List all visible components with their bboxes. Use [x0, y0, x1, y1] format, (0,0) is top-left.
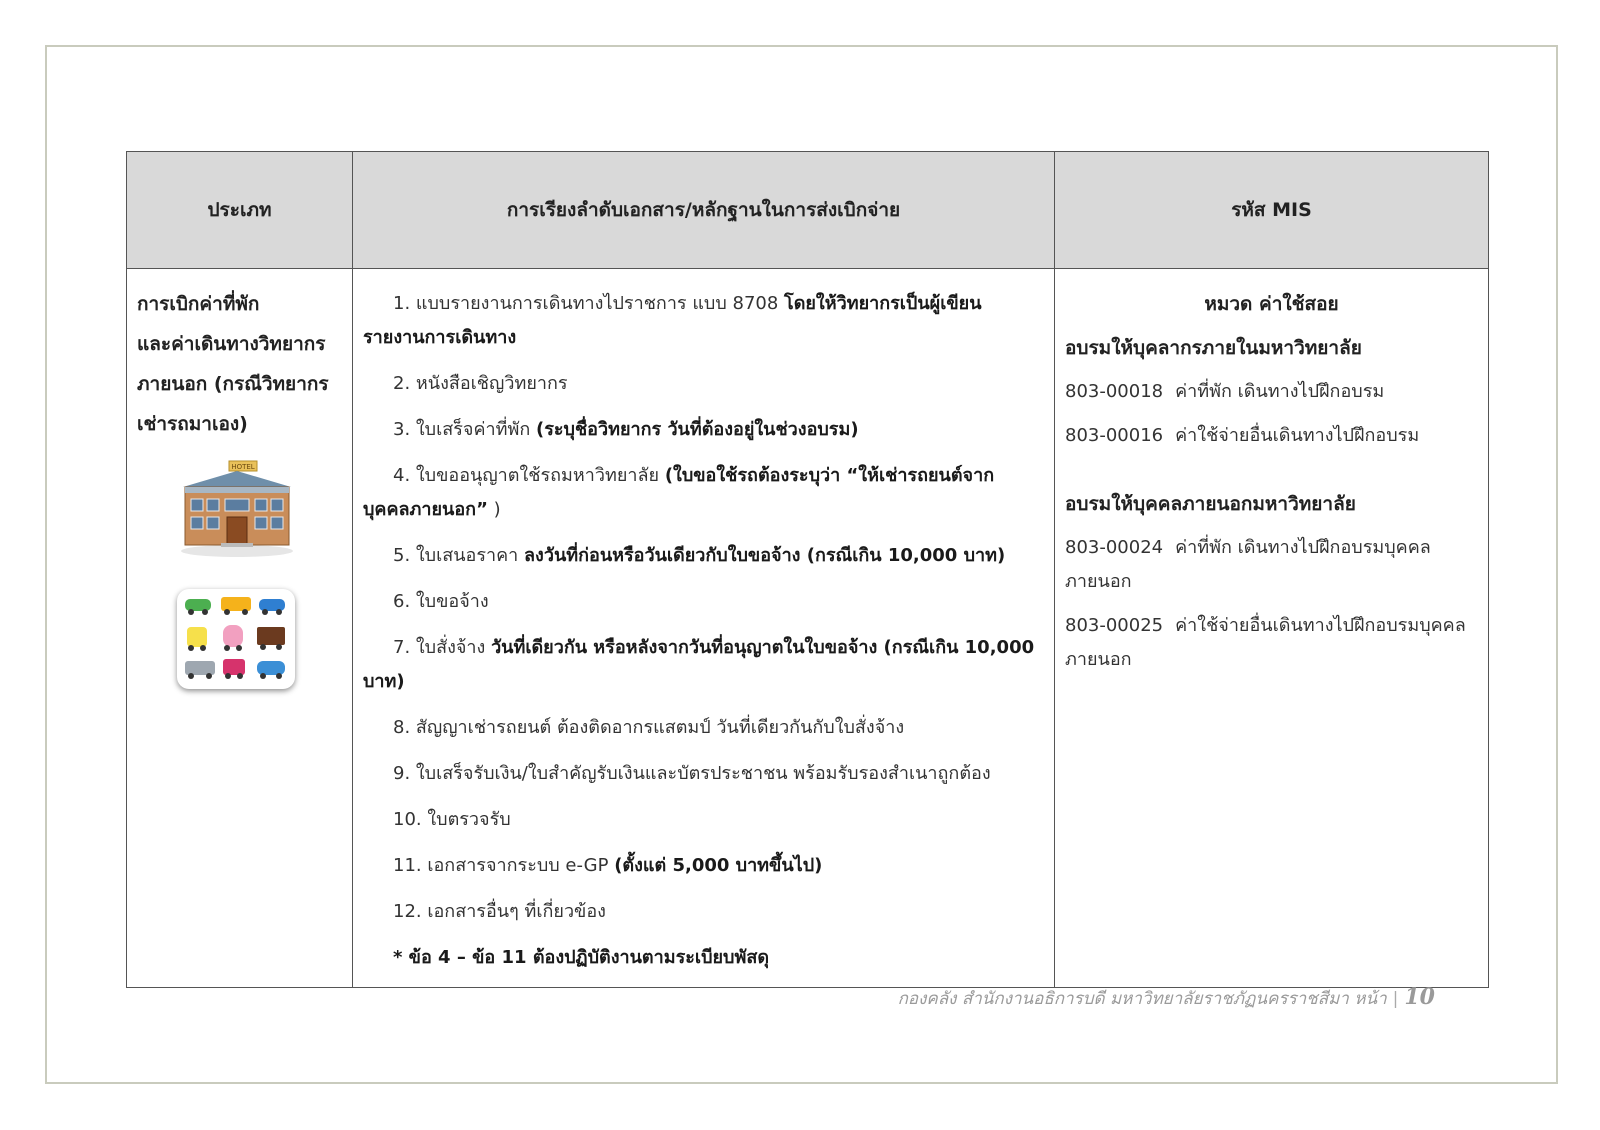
- doc-item-1: 1. แบบรายงานการเดินทางไปราชการ แบบ 8708 โดยให้วิทยากรเป็นผู้เขียนรายงานการเดินทาง: [363, 293, 982, 348]
- footer-separator: |: [1392, 989, 1399, 1009]
- page-number: 10: [1404, 984, 1435, 1010]
- doc-item-3: 3. ใบเสร็จค่าที่พัก (ระบุชื่อวิทยากร วันที่ต้องอยู่ในช่วงอบรม): [393, 419, 859, 440]
- mis-code: 803-00025: [1065, 615, 1164, 636]
- doc-item-4: 4. ใบขออนุญาตใช้รถมหาวิทยาลัย (ใบขอใช้รถต้องระบุว่า “ให้เช่ารถยนต์จากบุคคลภายนอก” ): [363, 465, 995, 520]
- table-header-row: [127, 152, 1489, 269]
- doc-item-11: 11. เอกสารจากระบบ e-GP (ตั้งแต่ 5,000 บาทขึ้นไป): [393, 855, 823, 876]
- header-docs: การเรียงลำดับเอกสาร/หลักฐานในการส่งเบิกจ่าย: [353, 152, 1055, 269]
- mis-item-internal-1: [1065, 375, 1478, 409]
- mis-label: ค่าใช้จ่ายอื่นเดินทางไปฝึกอบรม: [1175, 425, 1420, 446]
- mis-label: ค่าที่พัก เดินทางไปฝึกอบรมบุคคลภายนอก: [1065, 537, 1431, 592]
- mis-heading: หมวด ค่าใช้สอย: [1204, 293, 1339, 315]
- type-line-2: และค่าเดินทางวิทยากร: [137, 333, 326, 355]
- mis-group-internal: อบรมให้บุคลากรภายในมหาวิทยาลัย: [1065, 337, 1362, 359]
- page-footer: [898, 984, 1435, 1012]
- doc-item-8: 8. สัญญาเช่ารถยนต์ ต้องติดอากรแสตมป์ วันที่เดียวกันกับใบสั่งจ้าง: [393, 717, 905, 738]
- mis-code: 803-00024: [1065, 537, 1164, 558]
- header-type: ประเภท: [127, 152, 353, 269]
- doc-item-5: 5. ใบเสนอราคา ลงวันที่ก่อนหรือวันเดียวกับใบขอจ้าง (กรณีเกิน 10,000 บาท): [393, 545, 1006, 566]
- doc-item-12: 12. เอกสารอื่นๆ ที่เกี่ยวข้อง: [393, 901, 606, 922]
- doc-note: * ข้อ 4 – ข้อ 11 ต้องปฏิบัติงานตามระเบียบพัสดุ: [393, 947, 770, 968]
- mis-cell: [1055, 269, 1489, 988]
- footer-text: กองคลัง สำนักงานอธิการบดี มหาวิทยาลัยราชภัฏนครราชสีมา หน้า: [897, 989, 1387, 1009]
- mis-group-external: อบรมให้บุคคลภายนอกมหาวิทยาลัย: [1065, 493, 1356, 515]
- doc-item-2: 2. หนังสือเชิญวิทยากร: [393, 373, 568, 394]
- doc-item-7: 7. ใบสั่งจ้าง วันที่เดียวกัน หรือหลังจากวันที่อนุญาตในใบขอจ้าง (กรณีเกิน 10,000 บาท): [363, 637, 1035, 692]
- disbursement-table: [126, 151, 1489, 988]
- mis-item-external-1: [1065, 531, 1478, 599]
- cars-icon: [177, 589, 295, 689]
- mis-label: ค่าที่พัก เดินทางไปฝึกอบรม: [1175, 381, 1385, 402]
- table-row: [127, 269, 1489, 988]
- hotel-icon: [177, 459, 297, 559]
- type-line-1: การเบิกค่าที่พัก: [137, 293, 260, 315]
- doc-item-9: 9. ใบเสร็จรับเงิน/ใบสำคัญรับเงินและบัตรประชาชน พร้อมรับรองสำเนาถูกต้อง: [393, 763, 991, 784]
- header-mis: รหัส MIS: [1055, 152, 1489, 269]
- docs-cell: [353, 269, 1055, 988]
- type-line-3: ภายนอก (กรณีวิทยากร: [137, 373, 329, 395]
- mis-code: 803-00016: [1065, 425, 1164, 446]
- doc-item-6: 6. ใบขอจ้าง: [393, 591, 489, 612]
- hotel-sign-text: HOTEL: [231, 463, 255, 471]
- type-line-4: เช่ารถมาเอง): [137, 413, 248, 435]
- mis-item-external-2: [1065, 609, 1478, 677]
- doc-item-10: 10. ใบตรวจรับ: [393, 809, 511, 830]
- mis-item-internal-2: [1065, 419, 1478, 453]
- type-cell: [127, 269, 353, 988]
- mis-code: 803-00018: [1065, 381, 1164, 402]
- mis-label: ค่าใช้จ่ายอื่นเดินทางไปฝึกอบรมบุคคลภายนอก: [1065, 615, 1466, 670]
